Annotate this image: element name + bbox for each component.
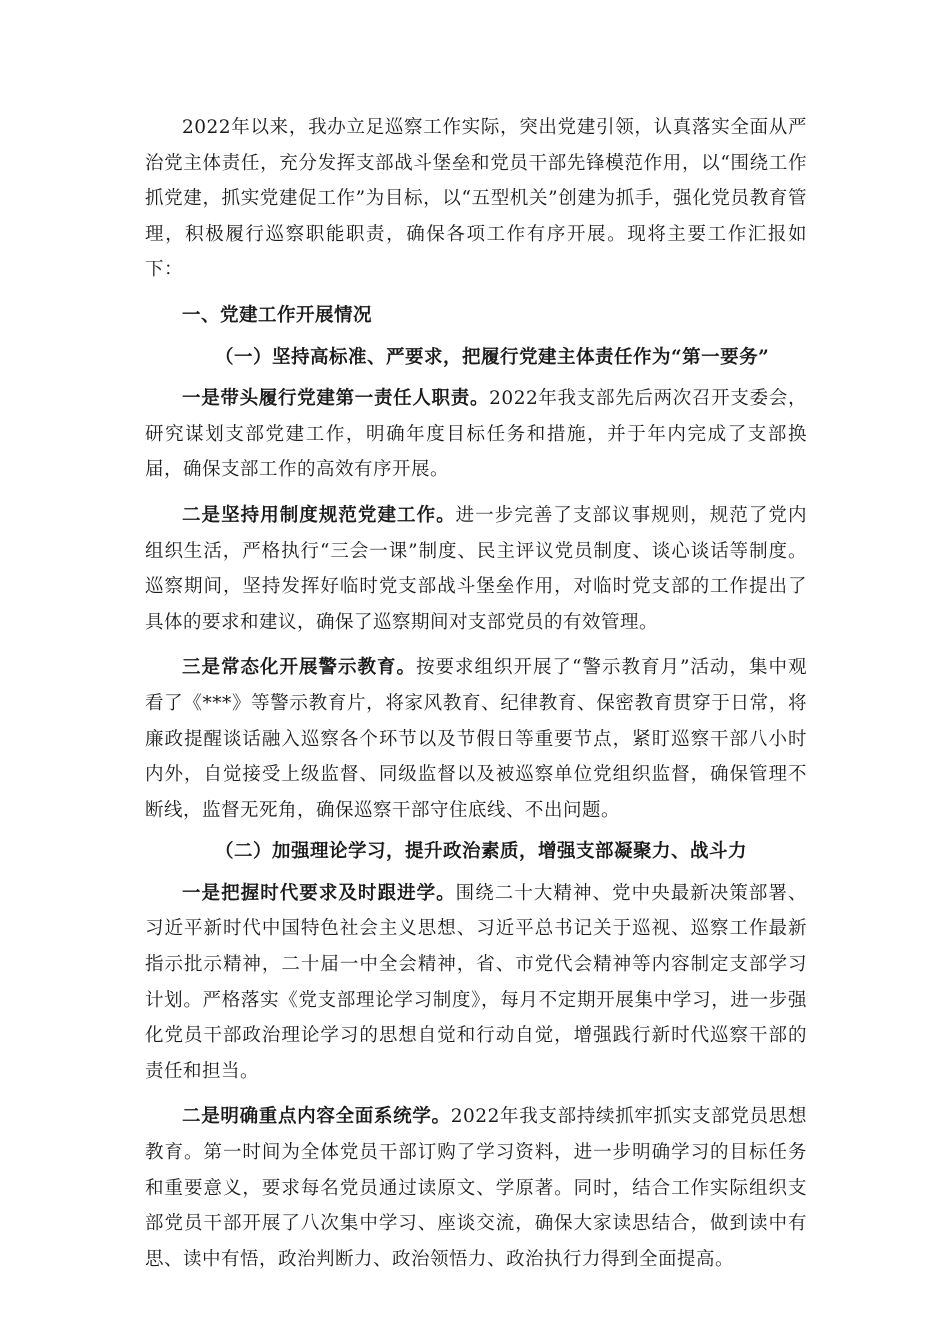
paragraph-4-lead: 一是把握时代要求及时跟进学。 (182, 882, 456, 904)
paragraph-5 (145, 1099, 807, 1277)
paragraph-4 (145, 876, 807, 1090)
paragraph-3 (145, 650, 807, 828)
paragraph-1-lead: 一是带头履行党建第一责任人职责。 (182, 388, 490, 410)
subsection-heading-2: （二）加强理论学习，提升政治素质，增强支部凝聚力、战斗力 (215, 841, 748, 863)
intro-paragraph: 2022年以来，我办立足巡察工作实际，突出党建引领，认真落实全面从严治党主体责任，充分发挥支部战斗堡垒和党员干部先锋模范作用，以“围绕工作抓党建，抓实党建促工作”为目标，以“五型机关”创建为抓手，强化党员教育管理，积极履行巡察职能职责，确保各项工作有序开展。现将主要工作汇报如下： (145, 117, 807, 281)
paragraph-2 (145, 498, 807, 640)
paragraph-4-body: 围绕二十大精神、党中央最新决策部署、习近平新时代中国特色社会主义思想、习近平总书记关于巡视、巡察工作最新指示批示精神，二十届一中全会精神，省、市党代会精神等内容制定支部学习计划。严格落实《党支部理论学习制度》，每月不定期开展集中学习，进一步强化党员干部政治理论学习的思想自觉和行动自觉，增强践行新时代巡察干部的责任和担当。 (145, 882, 807, 1082)
paragraph-1 (145, 381, 807, 488)
paragraph-1-body: 2022年我支部先后两次召开支委会，研究谋划支部党建工作，明确年度目标任务和措施，并于年内完成了支部换届，确保支部工作的高效有序开展。 (145, 388, 807, 481)
paragraph-5-lead: 二是明确重点内容全面系统学。 (182, 1106, 451, 1128)
section-heading-1: 一、党建工作开展情况 (182, 304, 373, 326)
paragraph-3-body: 按要求组织开展了“警示教育月”活动，集中观看了《***》等警示教育片，将家风教育、纪律教育、保密教育贯穿于日常，将廉政提醒谈话融入巡察各个环节以及节假日等重要节点，紧盯巡察干部八小时内外，自觉接受上级监督、同级监督以及被巡察单位党组织监督，确保管理不断线，监督无死角，确保巡察干部守住底线、不出问题。 (145, 657, 807, 821)
paragraph-2-body: 进一步完善了支部议事规则，规范了党内组织生活，严格执行“三会一课”制度、民主评议党员制度、谈心谈话等制度。巡察期间，坚持发挥好临时党支部战斗堡垒作用，对临时党支部的工作提出了具体的要求和建议，确保了巡察期间对支部党员的有效管理。 (145, 504, 807, 633)
subsection-heading-1: （一）坚持高标准、严要求，把履行党建主体责任作为“第一要务” (215, 346, 770, 368)
paragraph-3-lead: 三是常态化开展警示教育。 (182, 657, 417, 679)
paragraph-5-body: 2022年我支部持续抓牢抓实支部党员思想教育。第一时间为全体党员干部订购了学习资料，进一步明确学习的目标任务和重要意义，要求每名党员通过读原文、学原著。同时，结合工作实际组织支部党员干部开展了八次集中学习、座谈交流，确保大家读思结合，做到读中有思、读中有悟，政治判断力、政治领悟力、政治执行力得到全面提高。 (145, 1106, 807, 1270)
document-page (145, 110, 807, 1290)
paragraph-2-lead: 二是坚持用制度规范党建工作。 (182, 504, 456, 526)
